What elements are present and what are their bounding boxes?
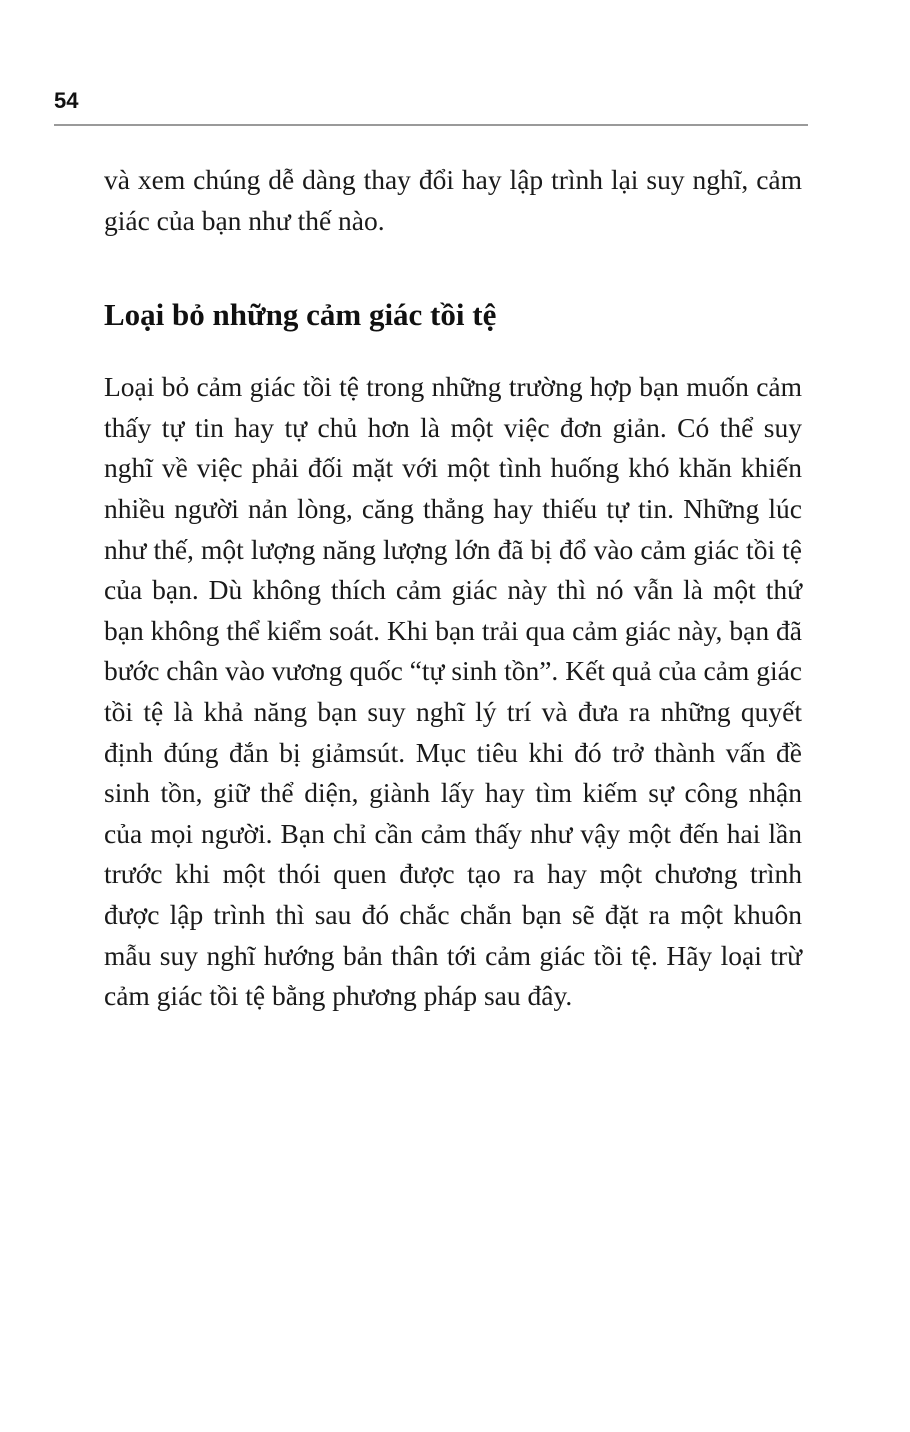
- page-content: [104, 160, 802, 1017]
- header-rule: [54, 124, 808, 126]
- intro-paragraph: và xem chúng dễ dàng thay đổi hay lập trình lại suy nghĩ, cảm giác của bạn như thế nào.: [104, 164, 802, 236]
- section-heading: Loại bỏ những cảm giác tồi tệ: [104, 297, 497, 333]
- body-paragraph: Loại bỏ cảm giác tồi tệ trong những trường hợp bạn muốn cảm thấy tự tin hay tự chủ hơn là một việc đơn giản. Có thể suy nghĩ về việc phải đối mặt với một tình huống khó khăn khiến nhiều người nản lòng, căng thẳng hay thiếu tự tin. Những lúc như thế, một lượng năng lượng lớn đã bị đổ vào cảm giác tồi tệ của bạn. Dù không thích cảm giác này thì nó vẫn là một thứ bạn không thể kiểm soát. Khi bạn trải qua cảm giác này, bạn đã bước chân vào vương quốc “tự sinh tồn”. Kết quả của cảm giác tồi tệ là khả năng bạn suy nghĩ lý trí và đưa ra những quyết định đúng đắn bị giảmsút. Mục tiêu khi đó trở thành vấn đề sinh tồn, giữ thể diện, giành lấy hay tìm kiếm sự công nhận của mọi người. Bạn chỉ cần cảm thấy như vậy một đến hai lần trước khi một thói quen được tạo ra hay một chương trình được lập trình thì sau đó chắc chắn bạn sẽ đặt ra một khuôn mẫu suy nghĩ hướng bản thân tới cảm giác tồi tệ. Hãy loại trừ cảm giác tồi tệ bằng phương pháp sau đây.: [104, 371, 802, 1012]
- page-number: 54: [54, 88, 79, 113]
